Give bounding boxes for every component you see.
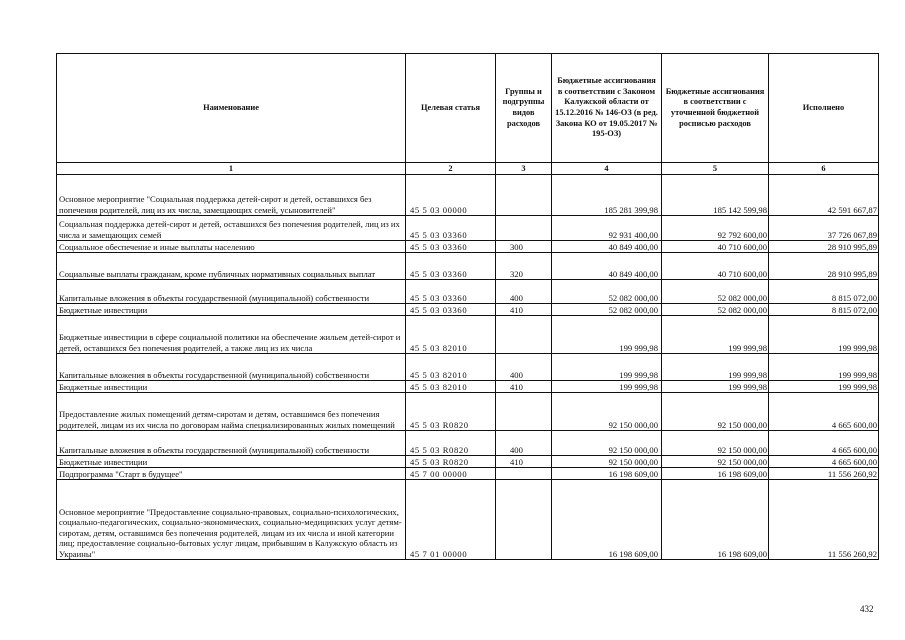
row-executed: 199 999,98 [769,381,879,393]
row-name: Бюджетные инвестиции [57,304,406,316]
row-executed: 8 815 072,00 [769,304,879,316]
row-name: Подпрограмма "Старт в будущее" [57,468,406,480]
row-name: Капитальные вложения в объекты государственной (муниципальной) собственности [57,280,406,304]
row-group: 410 [496,381,552,393]
row-budget-spec: 40 710 600,00 [662,253,769,280]
row-code: 45 5 03 82010 [406,381,496,393]
row-budget-spec: 199 999,98 [662,354,769,381]
row-code: 45 5 03 00000 [406,175,496,216]
row-group: 410 [496,304,552,316]
row-code: 45 5 03 03360 [406,216,496,241]
row-group: 400 [496,354,552,381]
row-budget-spec: 16 198 609,00 [662,468,769,480]
row-budget-law: 92 150 000,00 [552,393,662,431]
row-executed: 42 591 667,87 [769,175,879,216]
row-budget-law: 40 849 400,00 [552,253,662,280]
row-executed: 4 665 600,00 [769,456,879,468]
header-name: Наименование [57,54,406,163]
header-executed: Исполнено [769,54,879,163]
row-budget-law: 185 281 399,98 [552,175,662,216]
table-row [57,253,879,280]
row-group: 400 [496,280,552,304]
row-code: 45 5 03 03360 [406,253,496,280]
row-budget-spec: 52 082 000,00 [662,280,769,304]
row-code: 45 5 03 03360 [406,241,496,253]
row-budget-spec: 40 710 600,00 [662,241,769,253]
table-row [57,304,879,316]
table-row [57,280,879,304]
row-group [496,316,552,354]
row-group: 400 [496,431,552,456]
row-executed: 4 665 600,00 [769,431,879,456]
row-code: 45 5 03 03360 [406,304,496,316]
row-code: 45 5 03 03360 [406,280,496,304]
row-budget-law: 52 082 000,00 [552,280,662,304]
budget-table [56,53,879,560]
row-budget-spec: 199 999,98 [662,316,769,354]
row-group [496,468,552,480]
row-name: Социальное обеспечение и иные выплаты населению [57,241,406,253]
table-row [57,480,879,560]
row-executed: 11 556 260,92 [769,468,879,480]
row-executed: 8 815 072,00 [769,280,879,304]
row-code: 45 7 00 00000 [406,468,496,480]
row-budget-law: 92 150 000,00 [552,456,662,468]
row-executed: 4 665 600,00 [769,393,879,431]
row-code: 45 5 03 82010 [406,316,496,354]
row-budget-law: 40 849 400,00 [552,241,662,253]
header-budget-law: Бюджетные ассигнования в соответствии с Законом Калужской области от 15.12.2016 № 146-ОЗ (в ред. Закона КО от 19.05.2017 № 195-ОЗ) [552,54,662,163]
table-row [57,468,879,480]
row-name: Бюджетные инвестиции в сфере социальной политики на обеспечение жильем детей-сирот и детей, оставшихся без попечения родителей, а также лиц из их числа [57,316,406,354]
page-number: 432 [860,604,874,614]
row-name: Основное мероприятие "Предоставление социально-правовых, социально-психологических, социально-педагогических, социально-экономических, социально-медицинских услуг детям-сиротам, детям, оставшимся без попечения родителей, лицам из их числа и иной категории лиц; предоставление социально-бытовых услуг лицам, прибывшим в Калужскую область из Украины" [57,480,406,560]
column-number: 4 [552,163,662,175]
row-group [496,175,552,216]
row-group: 300 [496,241,552,253]
row-code: 45 5 03 R0820 [406,456,496,468]
table-row [57,431,879,456]
row-budget-law: 52 082 000,00 [552,304,662,316]
row-budget-spec: 199 999,98 [662,381,769,393]
row-group [496,393,552,431]
row-budget-law: 92 931 400,00 [552,216,662,241]
column-number: 5 [662,163,769,175]
row-name: Социальные выплаты гражданам, кроме публичных нормативных социальных выплат [57,253,406,280]
table-row [57,354,879,381]
column-number: 1 [57,163,406,175]
row-code: 45 5 03 R0820 [406,431,496,456]
table-row [57,381,879,393]
row-code: 45 5 03 82010 [406,354,496,381]
row-group [496,480,552,560]
table-row [57,241,879,253]
row-group [496,216,552,241]
row-name: Капитальные вложения в объекты государственной (муниципальной) собственности [57,431,406,456]
row-budget-spec: 92 150 000,00 [662,456,769,468]
table-row [57,175,879,216]
row-budget-law: 92 150 000,00 [552,431,662,456]
row-executed: 28 910 995,89 [769,241,879,253]
row-budget-spec: 16 198 609,00 [662,480,769,560]
row-budget-spec: 92 150 000,00 [662,393,769,431]
row-executed: 199 999,98 [769,316,879,354]
row-name: Бюджетные инвестиции [57,456,406,468]
row-name: Основное мероприятие "Социальная поддержка детей-сирот и детей, оставшихся без попечения родителей, лиц из их числа, замещающих семей, усыновителей" [57,175,406,216]
header-target: Целевая статья [406,54,496,163]
row-budget-law: 199 999,98 [552,316,662,354]
row-code: 45 5 03 R0820 [406,393,496,431]
row-budget-law: 199 999,98 [552,381,662,393]
row-budget-spec: 185 142 599,98 [662,175,769,216]
row-budget-spec: 92 792 600,00 [662,216,769,241]
column-number: 3 [496,163,552,175]
row-code: 45 7 01 00000 [406,480,496,560]
row-name: Социальная поддержка детей-сирот и детей, оставшихся без попечения родителей, лиц из их числа и замещающих семей [57,216,406,241]
header-groups: Группы и подгруппы видов расходов [496,54,552,163]
row-budget-spec: 92 150 000,00 [662,431,769,456]
row-group: 320 [496,253,552,280]
row-budget-law: 199 999,98 [552,354,662,381]
row-name: Бюджетные инвестиции [57,381,406,393]
row-executed: 28 910 995,89 [769,253,879,280]
row-executed: 37 726 067,89 [769,216,879,241]
table-row [57,316,879,354]
row-budget-law: 16 198 609,00 [552,480,662,560]
header-budget-spec: Бюджетные ассигнования в соответствии с уточненной бюджетной росписью расходов [662,54,769,163]
table-row [57,393,879,431]
row-executed: 11 556 260,92 [769,480,879,560]
column-number: 6 [769,163,879,175]
row-budget-spec: 52 082 000,00 [662,304,769,316]
column-number: 2 [406,163,496,175]
row-group: 410 [496,456,552,468]
row-executed: 199 999,98 [769,354,879,381]
row-budget-law: 16 198 609,00 [552,468,662,480]
row-name: Предоставление жилых помещений детям-сиротам и детям, оставшимся без попечения родителей, лицам из их числа по договорам найма специализированных жилых помещений [57,393,406,431]
row-name: Капитальные вложения в объекты государственной (муниципальной) собственности [57,354,406,381]
table-row [57,216,879,241]
table-row [57,456,879,468]
